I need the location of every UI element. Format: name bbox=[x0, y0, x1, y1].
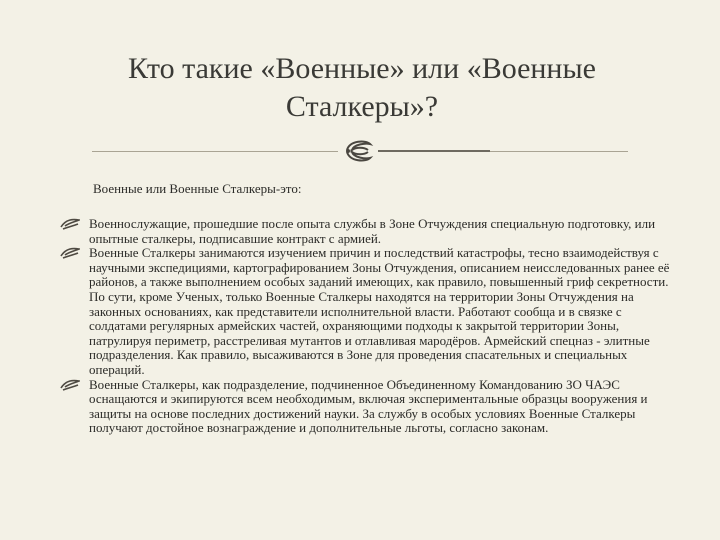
slide-title bbox=[92, 50, 632, 126]
bullet-list bbox=[60, 217, 670, 436]
list-item-text: Военнослужащие, прошедшие после опыта службы в Зоне Отчуждения специальную подготовку, или опытные сталкеры, подписавшие контракт с армией. bbox=[89, 216, 656, 246]
title-divider-accent bbox=[378, 150, 490, 152]
feather-quill-icon bbox=[60, 247, 80, 260]
title-divider-left bbox=[92, 151, 338, 152]
feather-quill-icon bbox=[60, 218, 80, 231]
list-item bbox=[60, 217, 670, 246]
list-item-text: Военные Сталкеры занимаются изучением причин и последствий катастрофы, тесно взаимодействуя с научными экспедициями, картографированием Зоны Отчуждения, описанием неисследованных ранее её районов, а также выполнением особых заданий имеющих, как правило, повышенный гриф секретности. По сути, кроме Ученых, только Военные Сталкеры находятся на территории Зоны Отчуждения на законных основаниях, как представители исполнительной власти. Работают сообща и в связке с солдатами регулярных армейских частей, охраняющими подходы к закрытой территории Зоны, патрулируя периметр, расстреливая мутантов и отлавливая мародёров. Армейский спецназ - элитные подразделения. Как правило, высаживаются в Зоне для проведения спасательных и специальных операций. bbox=[89, 245, 670, 377]
title-line-2: Сталкеры»? bbox=[285, 90, 439, 123]
scroll-flourish-icon bbox=[344, 138, 376, 164]
list-item bbox=[60, 378, 670, 436]
list-item bbox=[60, 246, 670, 377]
title-line-1: Кто такие «Военные» или «Военные bbox=[128, 52, 596, 85]
list-item-text: Военные Сталкеры, как подразделение, подчиненное Объединенному Командованию ЗО ЧАЭС оснащаются и экипируются всем необходимым, включая экспериментальные образцы вооружения и защиты на основе последних достижений науки. За службу в особых условиях Военные Сталкеры получают достойное вознаграждение и дополнительные льготы, согласно законам. bbox=[89, 376, 648, 436]
intro-text: Военные или Военные Сталкеры-это: bbox=[93, 181, 302, 196]
feather-quill-icon bbox=[60, 379, 80, 392]
